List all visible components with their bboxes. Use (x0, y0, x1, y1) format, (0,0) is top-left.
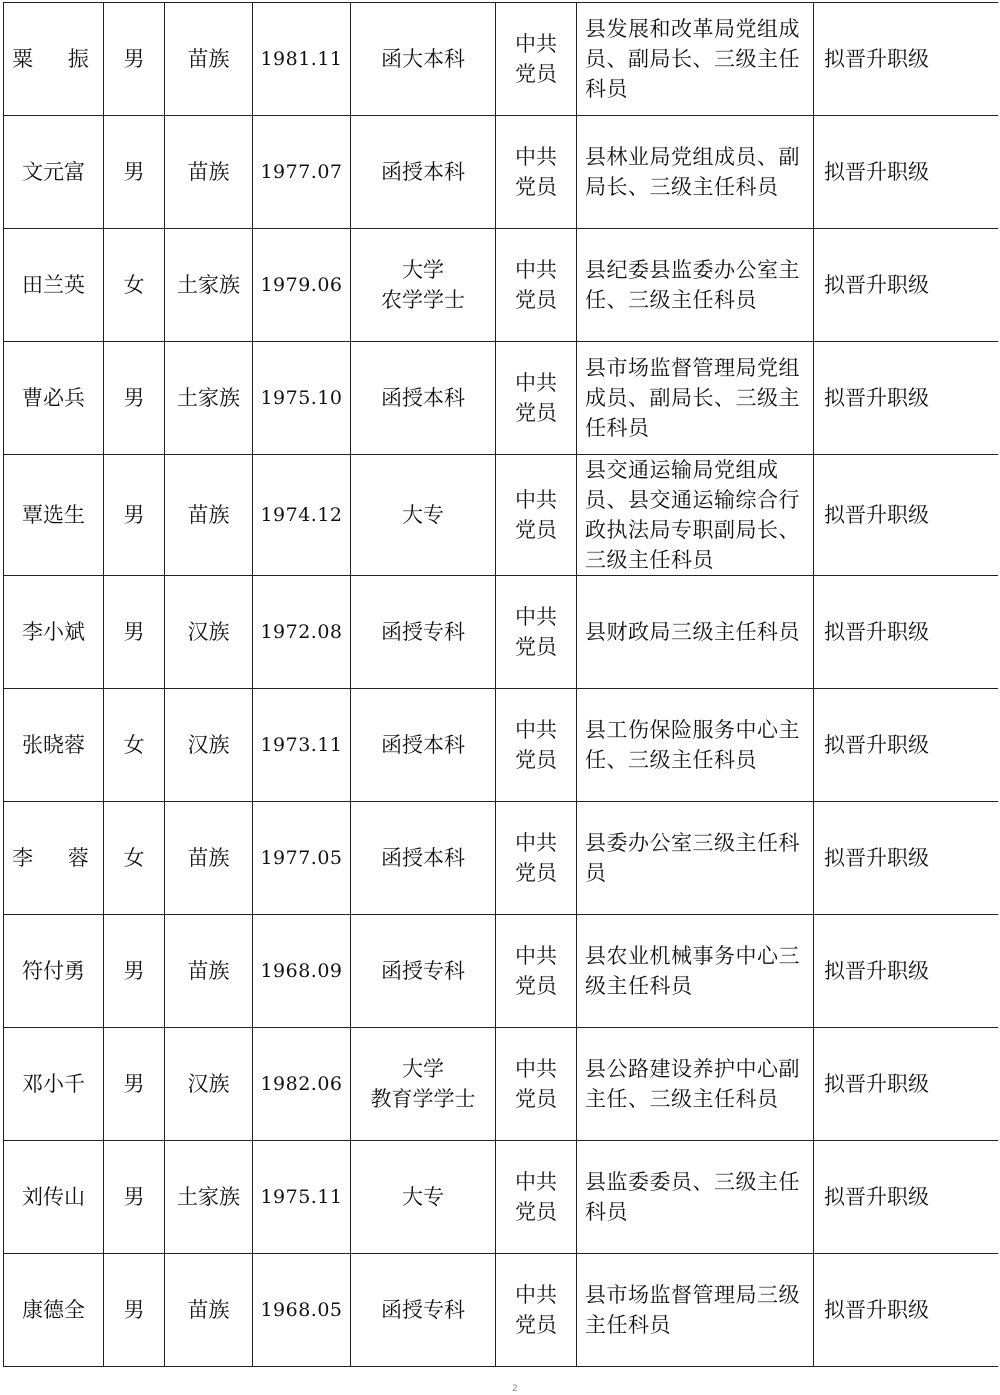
remark-cell: 拟晋升职级 (814, 689, 998, 802)
education-cell (351, 455, 496, 576)
ethnicity-cell: 汉族 (165, 689, 253, 802)
birth-date-cell: 1977.07 (253, 116, 351, 229)
party-cell-line: 中共 (515, 1170, 557, 1194)
party-cell-line: 中共 (515, 258, 557, 282)
party-cell (496, 116, 577, 229)
education-cell-line: 函授本科 (381, 386, 465, 410)
remark-cell: 拟晋升职级 (814, 455, 998, 576)
party-cell-line: 党员 (515, 401, 557, 425)
education-cell (351, 802, 496, 915)
party-cell-line: 党员 (515, 1200, 557, 1224)
party-cell-line: 中共 (515, 831, 557, 855)
birth-date-cell: 1973.11 (253, 689, 351, 802)
remark-cell: 拟晋升职级 (814, 1141, 998, 1254)
position-cell: 县公路建设养护中心副主任、三级主任科员 (577, 1028, 814, 1141)
party-cell (496, 1141, 577, 1254)
ethnicity-cell: 苗族 (165, 3, 253, 116)
education-cell (351, 1141, 496, 1254)
gender-cell: 男 (104, 3, 165, 116)
education-cell (351, 1028, 496, 1141)
table-row (4, 1254, 998, 1367)
ethnicity-cell: 汉族 (165, 1028, 253, 1141)
gender-cell: 男 (104, 342, 165, 455)
party-cell-line: 中共 (515, 488, 557, 512)
gender-cell: 男 (104, 116, 165, 229)
name-cell: 曹必兵 (4, 342, 104, 455)
education-cell-line: 大学 (402, 1057, 444, 1081)
party-cell (496, 229, 577, 342)
ethnicity-cell: 苗族 (165, 455, 253, 576)
position-cell: 县市场监督管理局党组成员、副局长、三级主任科员 (577, 342, 814, 455)
name-cell: 符付勇 (4, 915, 104, 1028)
birth-date-cell: 1975.11 (253, 1141, 351, 1254)
education-cell-line: 函授专科 (381, 959, 465, 983)
education-cell (351, 1254, 496, 1367)
gender-cell: 男 (104, 1254, 165, 1367)
name-cell: 刘传山 (4, 1141, 104, 1254)
party-cell-line: 中共 (515, 1283, 557, 1307)
education-cell-line: 函授专科 (381, 620, 465, 644)
position-cell: 县工伤保险服务中心主任、三级主任科员 (577, 689, 814, 802)
ethnicity-cell: 土家族 (165, 342, 253, 455)
party-cell (496, 1254, 577, 1367)
birth-date-cell: 1977.05 (253, 802, 351, 915)
position-cell: 县林业局党组成员、副局长、三级主任科员 (577, 116, 814, 229)
remark-cell: 拟晋升职级 (814, 576, 998, 689)
remark-cell: 拟晋升职级 (814, 3, 998, 116)
position-cell: 县监委委员、三级主任科员 (577, 1141, 814, 1254)
remark-cell: 拟晋升职级 (814, 116, 998, 229)
ethnicity-cell: 苗族 (165, 1254, 253, 1367)
education-cell-line: 函大本科 (381, 47, 465, 71)
party-cell-line: 党员 (515, 518, 557, 542)
gender-cell: 男 (104, 1141, 165, 1254)
gender-cell: 女 (104, 802, 165, 915)
ethnicity-cell: 土家族 (165, 229, 253, 342)
position-cell: 县财政局三级主任科员 (577, 576, 814, 689)
birth-date-cell: 1968.05 (253, 1254, 351, 1367)
party-cell (496, 689, 577, 802)
party-cell-line: 党员 (515, 974, 557, 998)
table-row (4, 116, 998, 229)
party-cell (496, 3, 577, 116)
table-row (4, 3, 998, 116)
personnel-table (3, 2, 998, 1367)
table-row (4, 802, 998, 915)
ethnicity-cell: 苗族 (165, 915, 253, 1028)
ethnicity-cell: 汉族 (165, 576, 253, 689)
remark-cell: 拟晋升职级 (814, 1028, 998, 1141)
party-cell-line: 党员 (515, 288, 557, 312)
table-row (4, 229, 998, 342)
party-cell-line: 中共 (515, 944, 557, 968)
birth-date-cell: 1968.09 (253, 915, 351, 1028)
gender-cell: 女 (104, 229, 165, 342)
education-cell-line: 函授本科 (381, 160, 465, 184)
remark-cell: 拟晋升职级 (814, 229, 998, 342)
table-row (4, 342, 998, 455)
party-cell-line: 党员 (515, 1313, 557, 1337)
party-cell-line: 中共 (515, 718, 557, 742)
party-cell-line: 党员 (515, 175, 557, 199)
gender-cell: 男 (104, 455, 165, 576)
position-cell: 县交通运输局党组成员、县交通运输综合行政执法局专职副局长、三级主任科员 (577, 455, 814, 576)
table-row (4, 1028, 998, 1141)
education-cell (351, 915, 496, 1028)
name-cell: 覃选生 (4, 455, 104, 576)
education-cell-line: 大学 (402, 258, 444, 282)
education-cell (351, 576, 496, 689)
party-cell-line: 中共 (515, 32, 557, 56)
education-cell-line: 函授专科 (381, 1298, 465, 1322)
position-cell: 县农业机械事务中心三级主任科员 (577, 915, 814, 1028)
table-row (4, 689, 998, 802)
document-page (3, 2, 998, 1367)
education-cell (351, 689, 496, 802)
education-cell (351, 3, 496, 116)
gender-cell: 男 (104, 576, 165, 689)
position-cell: 县发展和改革局党组成员、副局长、三级主任科员 (577, 3, 814, 116)
name-cell: 李 蓉 (4, 802, 104, 915)
education-cell-line: 函授本科 (381, 846, 465, 870)
birth-date-cell: 1974.12 (253, 455, 351, 576)
name-cell: 粟 振 (4, 3, 104, 116)
education-cell-line: 教育学学士 (370, 1087, 476, 1111)
table-row (4, 455, 998, 576)
table-body (4, 3, 998, 1367)
ethnicity-cell: 土家族 (165, 1141, 253, 1254)
party-cell-line: 党员 (515, 635, 557, 659)
remark-cell: 拟晋升职级 (814, 802, 998, 915)
education-cell (351, 342, 496, 455)
education-cell (351, 229, 496, 342)
party-cell-line: 党员 (515, 62, 557, 86)
education-cell-line: 农学学士 (381, 288, 465, 312)
party-cell-line: 中共 (515, 371, 557, 395)
birth-date-cell: 1982.06 (253, 1028, 351, 1141)
party-cell (496, 1028, 577, 1141)
birth-date-cell: 1981.11 (253, 3, 351, 116)
remark-cell: 拟晋升职级 (814, 1254, 998, 1367)
position-cell: 县纪委县监委办公室主任、三级主任科员 (577, 229, 814, 342)
birth-date-cell: 1979.06 (253, 229, 351, 342)
party-cell-line: 党员 (515, 748, 557, 772)
party-cell-line: 党员 (515, 1087, 557, 1111)
page-number: 2 (512, 1384, 518, 1394)
education-cell (351, 116, 496, 229)
party-cell-line: 中共 (515, 1057, 557, 1081)
education-cell-line: 大专 (402, 1185, 444, 1209)
party-cell (496, 455, 577, 576)
education-cell-line: 函授本科 (381, 733, 465, 757)
education-cell-line: 大专 (402, 503, 444, 527)
name-cell: 田兰英 (4, 229, 104, 342)
gender-cell: 男 (104, 915, 165, 1028)
name-cell: 邓小千 (4, 1028, 104, 1141)
party-cell (496, 915, 577, 1028)
party-cell-line: 中共 (515, 605, 557, 629)
party-cell-line: 中共 (515, 145, 557, 169)
name-cell: 李小斌 (4, 576, 104, 689)
name-cell: 张晓蓉 (4, 689, 104, 802)
name-cell: 康德全 (4, 1254, 104, 1367)
remark-cell: 拟晋升职级 (814, 342, 998, 455)
birth-date-cell: 1975.10 (253, 342, 351, 455)
table-row (4, 1141, 998, 1254)
party-cell (496, 576, 577, 689)
gender-cell: 女 (104, 689, 165, 802)
table-row (4, 576, 998, 689)
remark-cell: 拟晋升职级 (814, 915, 998, 1028)
party-cell (496, 802, 577, 915)
position-cell: 县市场监督管理局三级主任科员 (577, 1254, 814, 1367)
ethnicity-cell: 苗族 (165, 116, 253, 229)
party-cell-line: 党员 (515, 861, 557, 885)
position-cell: 县委办公室三级主任科员 (577, 802, 814, 915)
table-row (4, 915, 998, 1028)
gender-cell: 男 (104, 1028, 165, 1141)
birth-date-cell: 1972.08 (253, 576, 351, 689)
name-cell: 文元富 (4, 116, 104, 229)
ethnicity-cell: 苗族 (165, 802, 253, 915)
party-cell (496, 342, 577, 455)
